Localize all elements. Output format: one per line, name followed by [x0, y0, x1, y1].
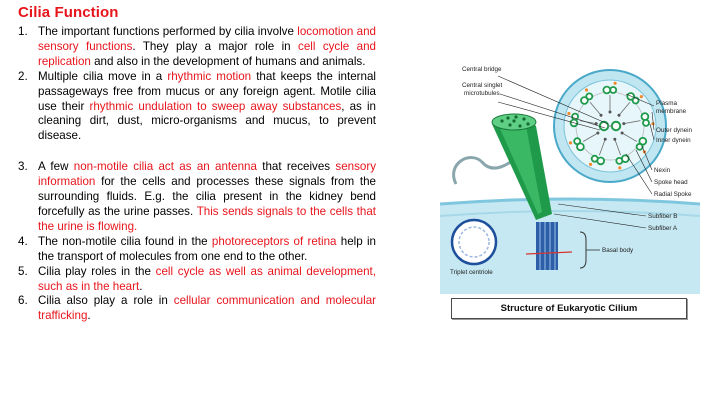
spoke-head [596, 132, 599, 135]
label-outer-dynein: Outer dynein [656, 127, 693, 134]
spoke-head [600, 114, 603, 117]
dynein-arm [567, 112, 570, 115]
body-text: that receives [256, 160, 336, 174]
list-item [14, 265, 376, 295]
body-text: and also in the development of humans and animals. [90, 54, 366, 68]
cilium-structure-diagram [440, 54, 700, 294]
label-central-singlet-line1: Central singlet [462, 82, 503, 89]
spoke-head [604, 138, 607, 141]
body-text: , as in cleaning dirt, dust, micro-organisms and mucus, to prevent disease. [38, 99, 376, 143]
microtubule-doublet-tube [643, 120, 649, 126]
microtubule-doublet-tube [592, 156, 598, 162]
dynein-arm [569, 141, 572, 144]
list-item-number: 1. [18, 25, 28, 38]
body-text: Cilia play roles in the [38, 264, 156, 278]
axoneme-crosssection [554, 70, 666, 182]
label-subfiber-b: Subfiber B [648, 213, 678, 220]
body-text: The non-motile cilia found in the [38, 234, 212, 248]
label-triplet-centriole: Triplet centriole [450, 269, 493, 276]
spoke-head [622, 122, 625, 125]
triplet-centriole-crosssection [452, 220, 496, 264]
list-item-number: 5. [18, 264, 28, 278]
label-radial-spoke: Radial Spoke [654, 191, 692, 198]
microtubule-doublet-tube [616, 158, 622, 164]
body-text: for the cells and processes these signals from the surrounding fluids. E.g. the cilia present in the kidney bend forcefully as the urine passes. [38, 175, 376, 218]
cilia-function-list [14, 25, 376, 324]
highlighted-text: rhythmic motion [167, 69, 252, 83]
body-text: that keeps the internal passageways free from mucus or any foreign agent. Motile cilia use their [38, 69, 376, 113]
label-nexin: Nexin [654, 167, 671, 174]
body-text: Cilia also play a role in [38, 294, 174, 308]
label-basal-body: Basal body [602, 247, 634, 254]
list-item-number: 4. [18, 234, 28, 248]
list-item-number: 6. [18, 294, 28, 308]
label-plasma-membrane-line1: Plasma [656, 100, 677, 107]
diagram-caption: Structure of Eukaryotic Cilium [451, 298, 687, 319]
microtubule-doublet-tube [586, 93, 592, 99]
body-text: A few [38, 160, 74, 174]
dynein-arm [589, 163, 592, 166]
label-plasma-membrane-line2: membrane [656, 108, 687, 115]
page-title: Cilia Function [18, 4, 119, 21]
spoke-head [621, 132, 624, 135]
microtubule-doublet-tube [603, 87, 610, 94]
microtubule-doublet-tube [637, 144, 643, 150]
list-item [14, 70, 376, 145]
body-text: Multiple cilia move in a [38, 69, 168, 83]
body-text: . They play a major role in [132, 39, 299, 53]
cilium-wave-tail [454, 158, 516, 184]
list-item [14, 160, 376, 235]
highlighted-text: cell cycle and replication [38, 39, 376, 68]
highlighted-text: non-motile cilia act as an antenna [73, 160, 257, 174]
highlighted-text: This sends signals to the cells that the urine is flowing. [38, 204, 377, 233]
spoke-head [609, 111, 612, 114]
list-item-number: 2. [18, 69, 28, 83]
spoke-head [618, 114, 621, 117]
label-central-singlet-line2: microtubules [464, 90, 500, 97]
dynein-arm [640, 95, 643, 98]
body-text: . [87, 309, 91, 323]
list-item [14, 25, 376, 70]
list-item [14, 235, 376, 265]
body-text: The important functions performed by cilia involve [38, 25, 298, 38]
highlighted-text: locomotion and sensory functions [38, 25, 377, 53]
label-inner-dynein: Inner dynein [656, 137, 691, 144]
list-item [14, 294, 376, 324]
microtubule-doublet-tube [642, 113, 649, 120]
highlighted-text: cell cycle as well as animal development, such as in the heart [38, 264, 376, 293]
highlighted-text: sensory information [38, 160, 376, 189]
body-text: . [139, 279, 143, 293]
microtubule-doublet-tube [610, 87, 616, 93]
label-subfiber-a: Subfiber A [648, 225, 678, 232]
dynein-arm [614, 82, 617, 85]
list-item-number: 3. [18, 160, 28, 174]
dynein-arm [585, 88, 588, 91]
body-text: help in the transport of molecules from one end to the other. [38, 234, 377, 263]
microtubule-doublet-tube [574, 138, 580, 144]
highlighted-text: photoreceptors of retina [211, 234, 337, 248]
label-central-bridge: Central bridge [462, 66, 502, 73]
label-spoke-head: Spoke head [654, 179, 688, 186]
dynein-arm [618, 166, 621, 169]
highlighted-text: cellular communication and molecular trafficking [38, 294, 376, 323]
highlighted-text: rhythmic undulation to sweep away substances [89, 99, 342, 113]
spoke-head [613, 138, 616, 141]
